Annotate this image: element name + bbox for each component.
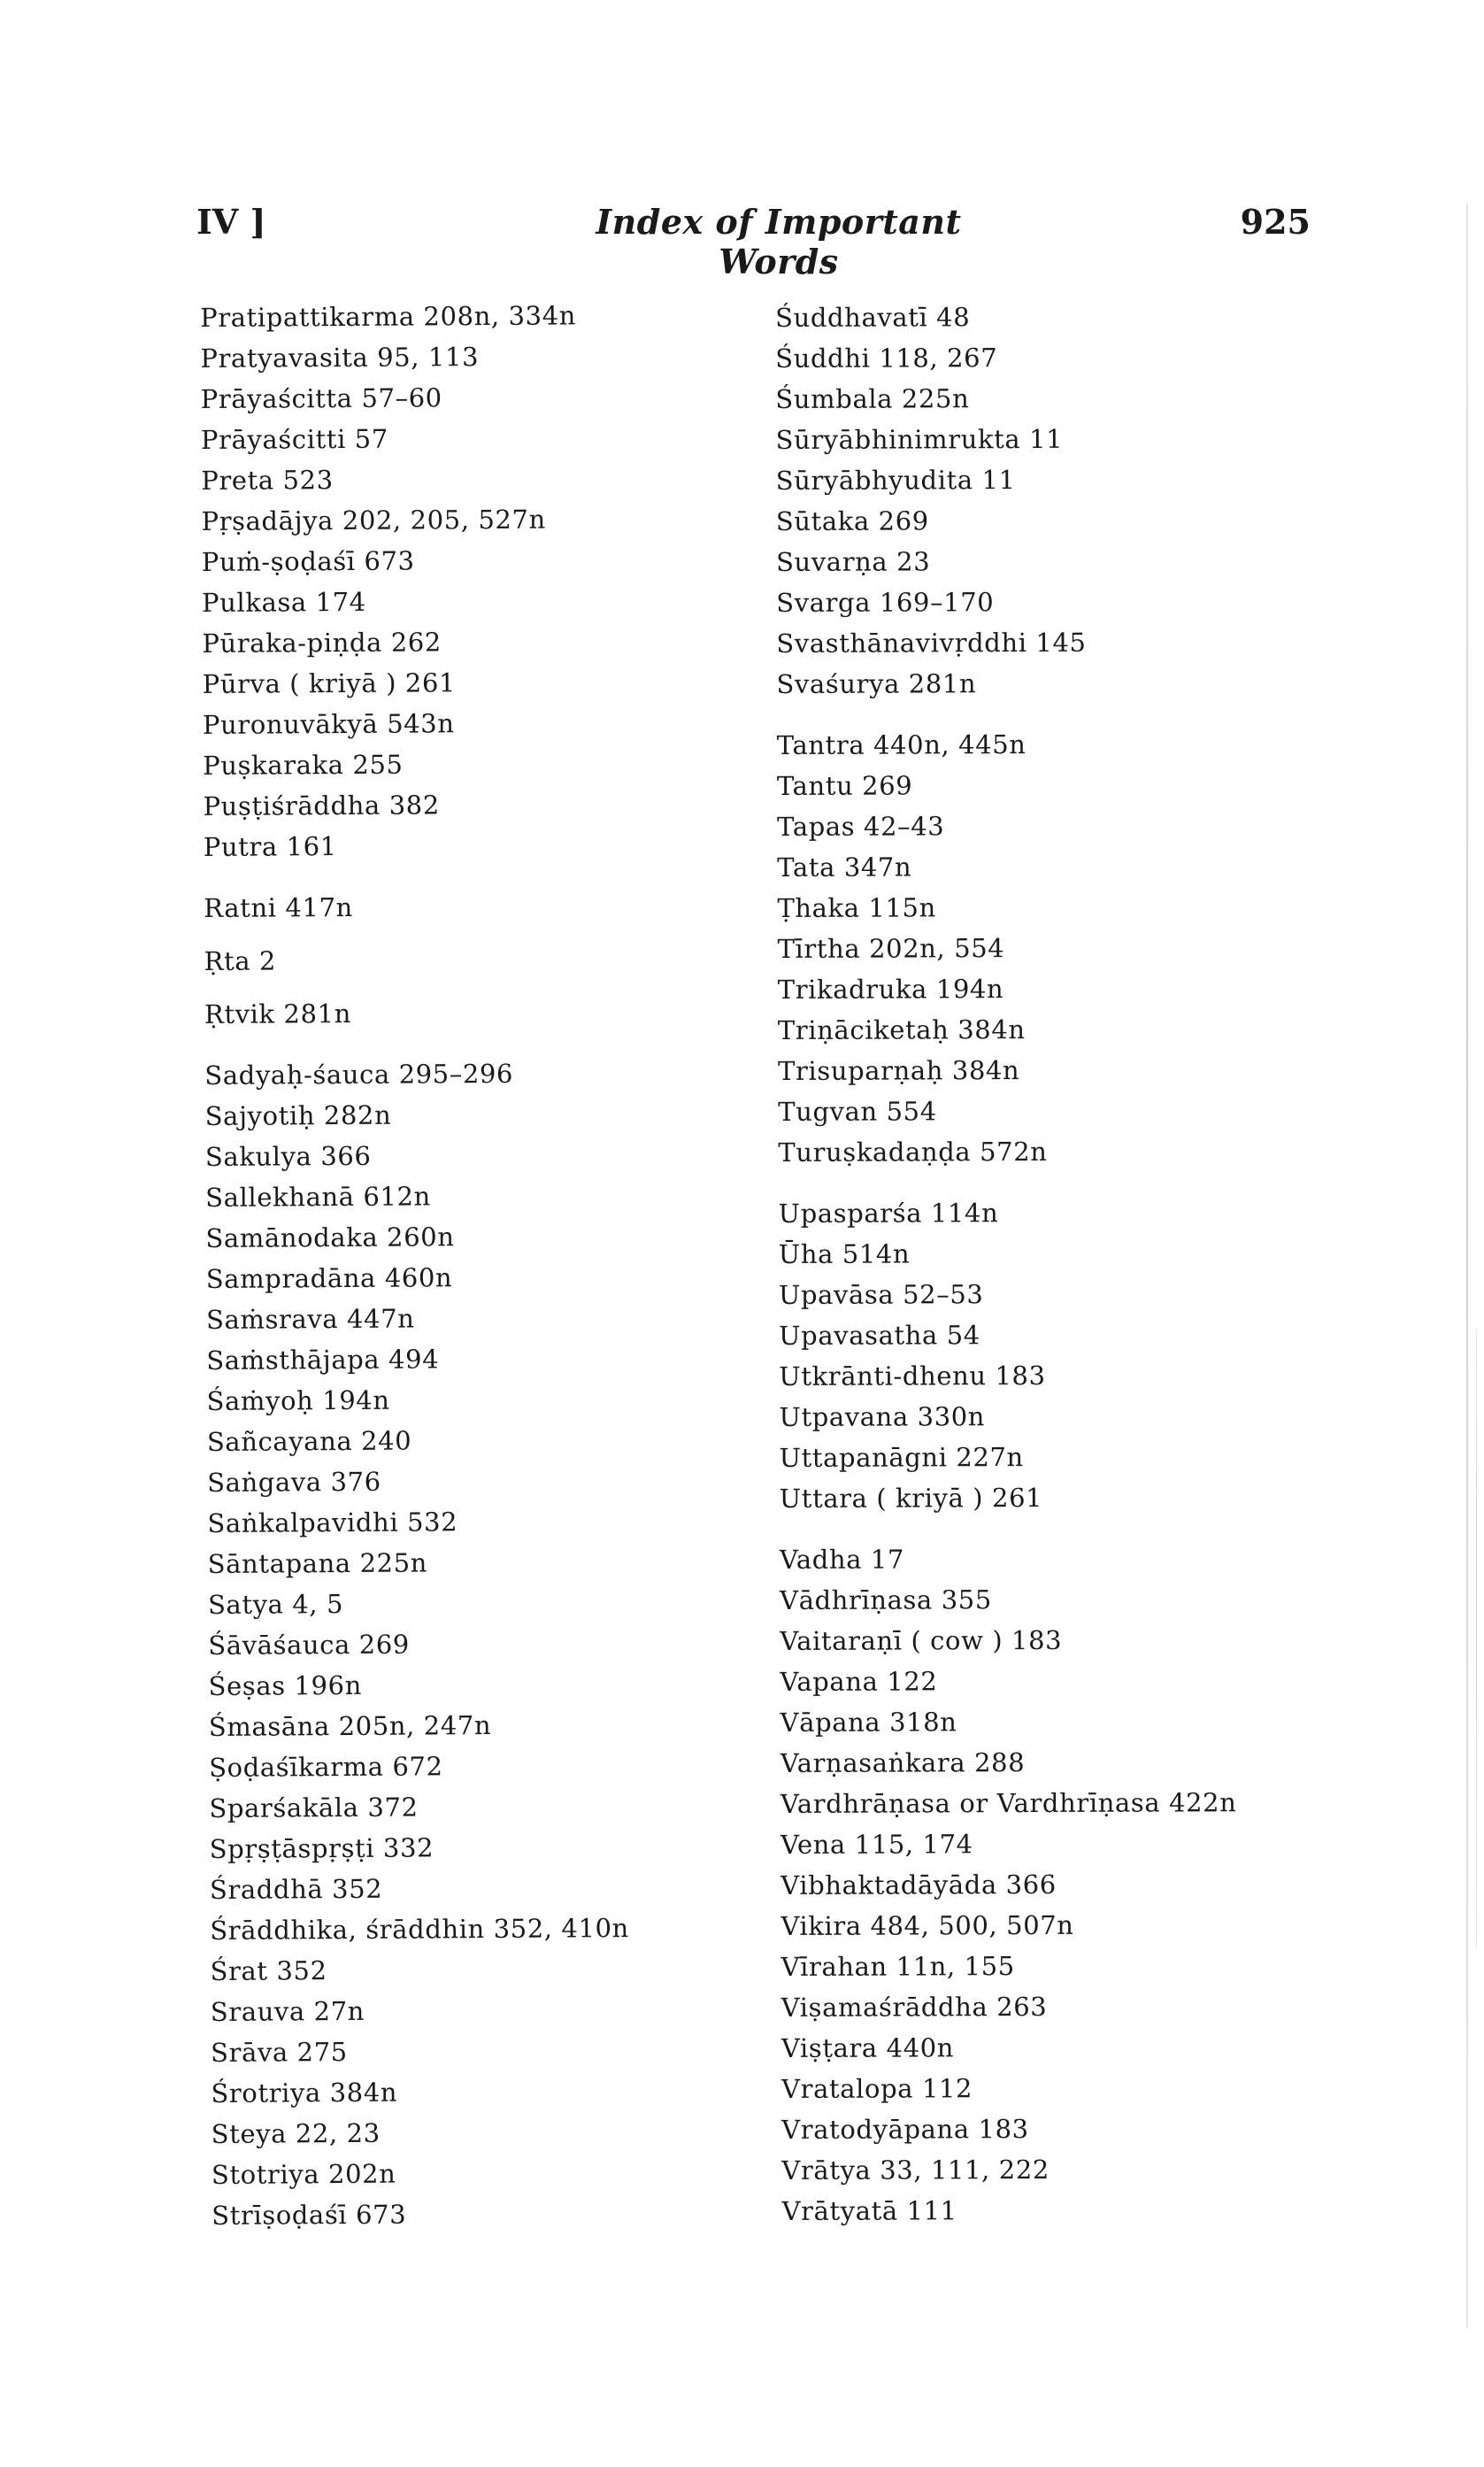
index-entry: Pratipattikarma 208n, 334n — [200, 300, 577, 333]
index-entry: Upavasatha 54 — [779, 1320, 980, 1351]
index-entry: Sampradāna 460n — [205, 1262, 453, 1294]
index-entry: Strīṣoḍaśī 673 — [211, 2199, 407, 2231]
index-entry: Puṣṭiśrāddha 382 — [203, 790, 440, 821]
index-entry: Tantra 440n, 445n — [776, 729, 1026, 760]
index-entry: Śāvāśauca 269 — [208, 1629, 410, 1661]
index-entry: Svarga 169–170 — [776, 587, 995, 618]
index-entry: Satya 4, 5 — [207, 1589, 344, 1620]
index-entry: Spṛṣṭāspṛṣṭi 332 — [209, 1832, 434, 1864]
index-entry: Vena 115, 174 — [780, 1829, 973, 1860]
index-entry: Pulkasa 174 — [202, 586, 366, 618]
index-entry: Vrātya 33, 111, 222 — [781, 2154, 1050, 2186]
index-entry: Śumbala 225n — [775, 383, 970, 414]
page-number: 925 — [1240, 202, 1311, 242]
index-entry: Utpavana 330n — [779, 1401, 986, 1432]
index-entry: Turuṣkadaṇḍa 572n — [778, 1136, 1048, 1168]
index-entry: Putra 161 — [203, 831, 337, 862]
index-entry: Ṛtvik 281n — [204, 998, 352, 1029]
index-entry: Pūraka-piṇḍa 262 — [202, 627, 442, 659]
index-entry: Vratodyāpana 183 — [781, 2114, 1029, 2145]
index-entry: Sallekhanā 612n — [205, 1181, 431, 1213]
index-entry: Varṇasaṅkara 288 — [780, 1747, 1026, 1778]
index-entry: Vardhrāṇasa or Vardhrīṇasa 422n — [780, 1787, 1237, 1819]
index-entry: Vaitaraṇī ( cow ) 183 — [780, 1624, 1063, 1656]
index-entry: Śrotriya 384n — [211, 2077, 398, 2109]
index-entry: Samānodaka 260n — [205, 1222, 455, 1253]
index-entry: Upasparśa 114n — [778, 1198, 999, 1229]
index-entry: Śrat 352 — [210, 1955, 327, 1986]
index-entry: Śrāddhika, śrāddhin 352, 410n — [210, 1913, 630, 1946]
index-entry: Vīrahan 11n, 155 — [780, 1951, 1015, 1982]
index-entry: Ṣoḍaśīkarma 672 — [209, 1751, 443, 1783]
index-entry: Viṣamaśrāddha 263 — [780, 1991, 1048, 2023]
index-entry: Ṛta 2 — [204, 945, 277, 976]
index-entry: Tantu 269 — [776, 770, 913, 801]
index-entry: Sūtaka 269 — [775, 505, 929, 536]
index-column-left — [200, 294, 778, 2236]
index-entry: Prāyaścitti 57 — [200, 423, 388, 455]
index-entry: Śuddhi 118, 267 — [775, 343, 998, 374]
index-entry: Uttara ( kriyā ) 261 — [779, 1482, 1043, 1514]
index-entry: Sparśakāla 372 — [209, 1792, 419, 1823]
index-entry: Sañcayana 240 — [206, 1425, 412, 1457]
index-entry: Sakulya 366 — [204, 1140, 372, 1172]
index-entry: Vratalopa 112 — [781, 2073, 973, 2104]
index-entry: Triṇāciketaḥ 384n — [777, 1014, 1026, 1045]
index-entry: Pratyavasita 95, 113 — [200, 342, 480, 374]
index-column-right — [775, 296, 1278, 2232]
index-entry: Tīrtha 202n, 554 — [777, 933, 1005, 964]
index-entry: Vapana 122 — [780, 1666, 938, 1697]
index-entry: Śuddhavatī 48 — [775, 302, 971, 333]
index-entry: Svasthānavivṛddhi 145 — [776, 627, 1087, 659]
index-entry: Vikira 484, 500, 507n — [780, 1909, 1074, 1941]
index-entry: Ratni 417n — [204, 891, 353, 923]
index-entry: Pṛṣadājya 202, 205, 527n — [201, 504, 546, 536]
index-entry: Tata 347n — [777, 852, 912, 883]
index-entry: Saṁsrava 447n — [205, 1303, 415, 1335]
index-entry: Stotriya 202n — [211, 2158, 396, 2190]
index-entry: Srāva 275 — [211, 2037, 348, 2068]
index-entry: Śeṣas 196n — [208, 1669, 363, 1701]
index-entry: Puṁ-ṣoḍaśī 673 — [201, 545, 415, 577]
index-entry: Suvarṇa 23 — [775, 546, 931, 577]
index-entry: Tugvan 554 — [778, 1096, 937, 1127]
index-entry: Ṭhaka 115n — [777, 892, 936, 923]
index-entry: Tapas 42–43 — [777, 811, 945, 842]
index-entry: Steya 22, 23 — [211, 2117, 381, 2149]
index-entry: Ūha 514n — [778, 1238, 911, 1269]
index-entry: Svaśurya 281n — [776, 668, 977, 699]
index-entry: Sajyotiḥ 282n — [204, 1099, 392, 1131]
index-entry: Vibhaktadāyāda 366 — [780, 1869, 1057, 1900]
page-edge-shadow — [1466, 204, 1468, 2328]
index-entry: Vadha 17 — [779, 1544, 905, 1575]
index-entry: Preta 523 — [201, 465, 334, 496]
index-entry: Puṣkaraka 255 — [203, 749, 404, 781]
index-entry: Uttapanāgni 227n — [779, 1442, 1024, 1473]
index-entry: Trisuparṇaḥ 384n — [777, 1055, 1020, 1086]
index-entry: Śaṁyoḥ 194n — [206, 1384, 390, 1416]
index-entry: Upavāsa 52–53 — [778, 1279, 984, 1310]
index-entry: Trikadruka 194n — [777, 974, 1004, 1005]
index-entry: Śraddhā 352 — [209, 1873, 383, 1905]
index-entry: Vrātyatā 111 — [781, 2195, 957, 2226]
page-title: Index of Important Words — [596, 202, 962, 281]
index-entry: Viṣṭara 440n — [780, 2032, 955, 2063]
index-entry: Saṅkalpavidhi 532 — [207, 1507, 458, 1538]
index-entry: Pūrva ( kriyā ) 261 — [202, 667, 457, 699]
index-entry: Sadyaḥ-śauca 295–296 — [204, 1058, 514, 1091]
index-entry: Srauva 27n — [210, 1995, 365, 2027]
index-entry: Sūryābhinimrukta 11 — [775, 423, 1064, 455]
index-entry: Puronuvākyā 543n — [202, 708, 455, 740]
index-entry: Saṁsthājapa 494 — [206, 1344, 440, 1376]
volume-marker: IV ] — [196, 202, 266, 242]
index-entry: Śmasāna 205n, 247n — [208, 1710, 492, 1742]
index-entry: Saṅgava 376 — [207, 1466, 381, 1498]
index-entry: Sūryābhyudita 11 — [775, 465, 1016, 496]
index-entry: Sāntapana 225n — [207, 1547, 428, 1579]
index-entry: Utkrānti-dhenu 183 — [779, 1360, 1046, 1392]
running-header — [0, 202, 1484, 281]
index-entry: Vāpana 318n — [780, 1707, 957, 1738]
index-entry: Vādhrīṇasa 355 — [780, 1584, 992, 1615]
page-edge-shadow — [1476, 1328, 1477, 1947]
index-entry: Prāyaścitta 57–60 — [200, 382, 442, 414]
